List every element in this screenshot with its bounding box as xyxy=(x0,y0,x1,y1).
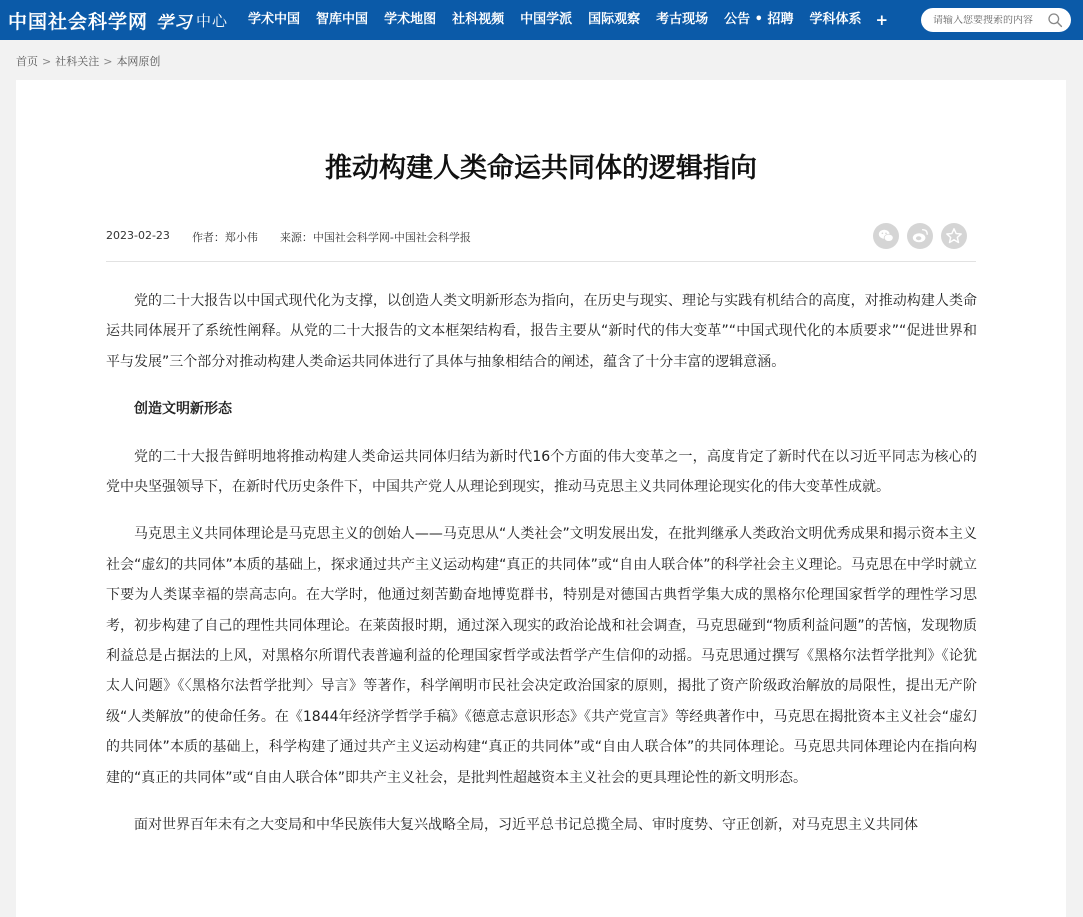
article-subheading: 创造文明新形态 xyxy=(134,401,232,418)
article-source: 来源：中国社会科学网-中国社会科学报 xyxy=(279,231,471,244)
nav-item-zhiku-zhongguo[interactable]: 智库中国 xyxy=(316,12,369,27)
breadcrumb xyxy=(16,53,160,69)
article-paragraph: 马克思主义共同体理论是马克思主义的创始人——马克思从“人类社会”文明发展出发，在批判继承人类政治文明优秀成果和揭示资本主义社会“虚幻的共同体”本质的基础上，探求通过共产主义运动构建“真正的共同体”或“自由人联合体”的科学社会主义理论。马克思在中学时就立下要为人类谋幸福的崇高志向。在大学时，他通过刻苦勤奋地博览群书，特别是对德国古典哲学集大成的黑格尔伦理国家哲学的理性学习思考，初步构建了自己的理性共同体理论。在莱茵报时期，通过深入现实的政治论战和社会调查，马克思碰到“物质利益问题”的苦恼，发现物质利益总是占据法的上风，对黑格尔所谓代表普遍利益的伦理国家哲学或法哲学产生信仰的动摇。马克思通过撰写《黑格尔法哲学批判》《论犹太人问题》《〈黑格尔法哲学批判〉导言》等著作，科学阐明市民社会决定政治国家的原则，揭批了资产阶级政治解放的局限性，提出无产阶级“人类解放”的使命任务。在《1844年经济学哲学手稿》《德意志意识形态》《共产党宣言》等经典著作中，马克思在揭批资本主义社会“虚幻的共同体”本质的基础上，科学构建了通过共产主义运动构建“真正的共同体”或“自由人联合体”的共同体理论。马克思共同体理论内在指向构建的“真正的共同体”或“自由人联合体”即共产主义社会，是批判性超越资本主义社会的更具理论性的新文明形态。 xyxy=(106,526,977,786)
favorite-button[interactable] xyxy=(941,223,967,249)
share-buttons xyxy=(873,223,967,249)
nav-item-sheke-shipin[interactable]: 社科视频 xyxy=(452,12,505,27)
article-author: 作者：郑小伟 xyxy=(191,231,258,244)
wechat-icon xyxy=(877,227,895,245)
nav-item-gonggao-zhaopin[interactable]: 公告 • 招聘 xyxy=(724,12,794,27)
breadcrumb-home[interactable]: 首页 xyxy=(16,55,38,68)
site-logo[interactable] xyxy=(0,0,228,40)
article-date: 2023-02-23 xyxy=(106,229,170,242)
article-body xyxy=(106,286,977,858)
search-input[interactable] xyxy=(933,15,1043,26)
breadcrumb-separator: > xyxy=(42,55,52,68)
breadcrumb-current[interactable]: 本网原创 xyxy=(116,55,161,68)
nav-more-button[interactable]: + xyxy=(875,11,889,29)
nav-item-xueke-tixi[interactable]: 学科体系 xyxy=(809,12,862,27)
nav-item-kaogu-xianchang[interactable]: 考古现场 xyxy=(656,12,709,27)
nav-item-xueshu-ditu[interactable]: 学术地图 xyxy=(384,12,437,27)
wechat-share-button[interactable] xyxy=(873,223,899,249)
nav-item-xueshu-zhongguo[interactable]: 学术中国 xyxy=(248,12,301,27)
article-paragraph: 面对世界百年未有之大变局和中华民族伟大复兴战略全局，习近平总书记总揽全局、审时度势、守正创新，对马克思主义共同体 xyxy=(134,817,918,834)
breadcrumb-separator: > xyxy=(103,55,113,68)
article-paragraph: 党的二十大报告以中国式现代化为支撑，以创造人类文明新形态为指向，在历史与现实、理论与实践有机结合的高度，对推动构建人类命运共同体展开了系统性阐释。从党的二十大报告的文本框架结构看，报告主要从“新时代的伟大变革”“中国式现代化的本质要求”“促进世界和平与发展”三个部分对推动构建人类命运共同体进行了具体与抽象相结合的阐述，蕴含了十分丰富的逻辑意涵。 xyxy=(106,293,977,370)
star-icon xyxy=(945,227,963,245)
article-title: 推动构建人类命运共同体的逻辑指向 xyxy=(325,153,757,184)
nav-item-guoji-guancha[interactable]: 国际观察 xyxy=(588,12,641,27)
logo-center-text: 中心 xyxy=(196,11,229,30)
search-icon[interactable] xyxy=(1047,11,1063,29)
search-box xyxy=(921,8,1071,32)
meta-divider xyxy=(106,261,976,262)
logo-sub-text: 学习 xyxy=(156,12,193,33)
nav-item-zhongguo-xuepai[interactable]: 中国学派 xyxy=(520,12,573,27)
weibo-share-button[interactable] xyxy=(907,223,933,249)
weibo-icon xyxy=(911,227,929,245)
breadcrumb-section[interactable]: 社科关注 xyxy=(55,55,100,68)
article-meta xyxy=(106,229,493,245)
article-card xyxy=(16,80,1066,917)
article-paragraph: 党的二十大报告鲜明地将推动构建人类命运共同体归结为新时代16个方面的伟大变革之一，高度肯定了新时代在以习近平同志为核心的党中央坚强领导下，在新时代历史条件下，中国共产党人从理论到现实，推动马克思主义共同体理论现实化的伟大变革性成就。 xyxy=(106,448,977,496)
logo-main-text: 中国社会科学网 xyxy=(8,10,149,33)
main-nav xyxy=(240,0,894,40)
